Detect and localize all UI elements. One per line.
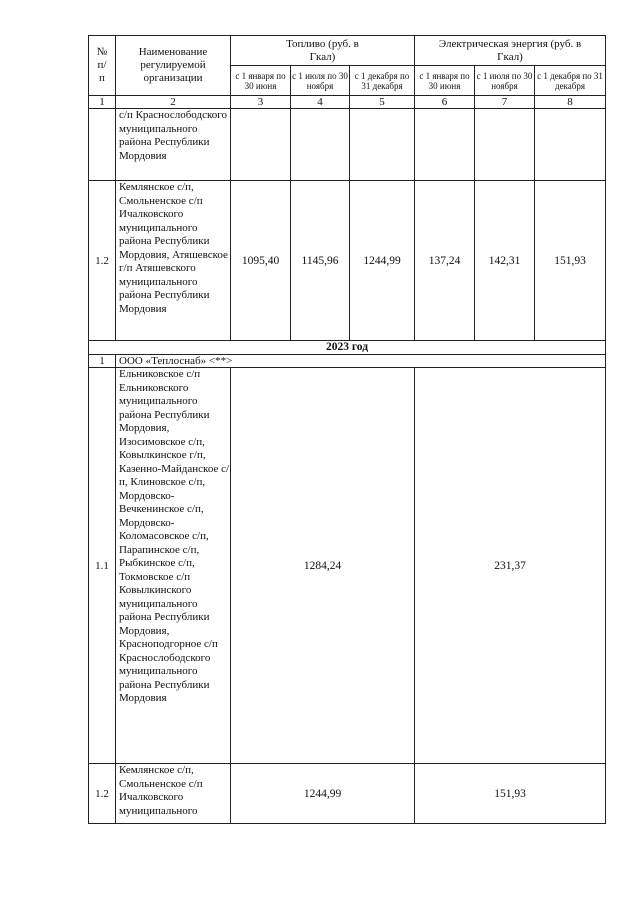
year-row <box>89 341 606 355</box>
table-row <box>89 368 606 764</box>
column-number-row <box>89 96 606 109</box>
electricity-value-dec: 151,93 <box>535 181 606 341</box>
column-number: 2 <box>116 96 231 109</box>
electricity-value-year: 151,93 <box>415 764 606 824</box>
company-row <box>89 355 606 368</box>
row-index: 1 <box>89 355 116 368</box>
electricity-value-jul-nov: 142,31 <box>475 181 535 341</box>
fuel-value-year: 1284,24 <box>231 368 415 764</box>
column-number: 3 <box>231 96 291 109</box>
org-name: Кемлянское с/п, Смольненское с/п Ичалковского муниципального района Республики Мордовия, Атяшевское г/п Атяшевского муниципального района Республики Мордовия <box>116 181 231 341</box>
fuel-value-dec: 1244,99 <box>350 181 415 341</box>
electricity-period-jan-jun: с 1 января по 30 июня <box>415 66 475 96</box>
header-row-1 <box>89 36 606 66</box>
row-index: 1.1 <box>89 368 116 764</box>
fuel-period-dec: с 1 декабря по 31 декабря <box>350 66 415 96</box>
column-number: 4 <box>291 96 350 109</box>
year-heading: 2023 год <box>89 341 606 355</box>
table-row <box>89 109 606 181</box>
column-number: 6 <box>415 96 475 109</box>
fuel-value-jul-nov: 1145,96 <box>291 181 350 341</box>
org-name: Ельниковское с/п Ельниковского муниципального района Республики Мордовия, Изосимовское с/п, Ковылкинское г/п, Казенно-Майданское с/п, Клиновское с/п, Мордовско-Вечкенинское с/п, Мордовско-Коломасовское с/п, Парапинское с/п, Рыбкинское с/п, Токмовское с/п Ковылкинского муниципального района Республики Мордовия, Краснoподгорное с/п Краснослободского муниципального района Республики Мордовия <box>116 368 231 764</box>
column-number: 1 <box>89 96 116 109</box>
num-column-header: № п/п <box>89 36 116 96</box>
org-name: с/п Краснослободского муниципального района Республики Мордовия <box>116 109 231 181</box>
table-row <box>89 764 606 824</box>
org-name: Кемлянское с/п, Смольненское с/п Ичалковского муниципального <box>116 764 231 824</box>
electricity-value-jan-jun: 137,24 <box>415 181 475 341</box>
fuel-value-jan-jun: 1095,40 <box>231 181 291 341</box>
electricity-period-jul-nov: с 1 июля по 30 ноября <box>475 66 535 96</box>
fuel-period-jul-nov: с 1 июля по 30 ноября <box>291 66 350 96</box>
fuel-period-jan-jun: с 1 января по 30 июня <box>231 66 291 96</box>
electricity-value-year: 231,37 <box>415 368 606 764</box>
electricity-header: Электрическая энергия (руб. в Гкал) <box>415 36 606 66</box>
company-name: ООО «Теплоснаб» <**> <box>116 355 606 368</box>
row-index: 1.2 <box>89 764 116 824</box>
org-name-column-header: Наименование регулируемой организации <box>116 36 231 96</box>
row-index: 1.2 <box>89 181 116 341</box>
table-row <box>89 181 606 341</box>
column-number: 8 <box>535 96 606 109</box>
electricity-period-dec: с 1 декабря по 31 декабря <box>535 66 606 96</box>
column-number: 7 <box>475 96 535 109</box>
fuel-value-year: 1244,99 <box>231 764 415 824</box>
column-number: 5 <box>350 96 415 109</box>
tariff-table <box>88 35 606 824</box>
fuel-header: Топливо (руб. в Гкал) <box>231 36 415 66</box>
row-index <box>89 109 116 181</box>
